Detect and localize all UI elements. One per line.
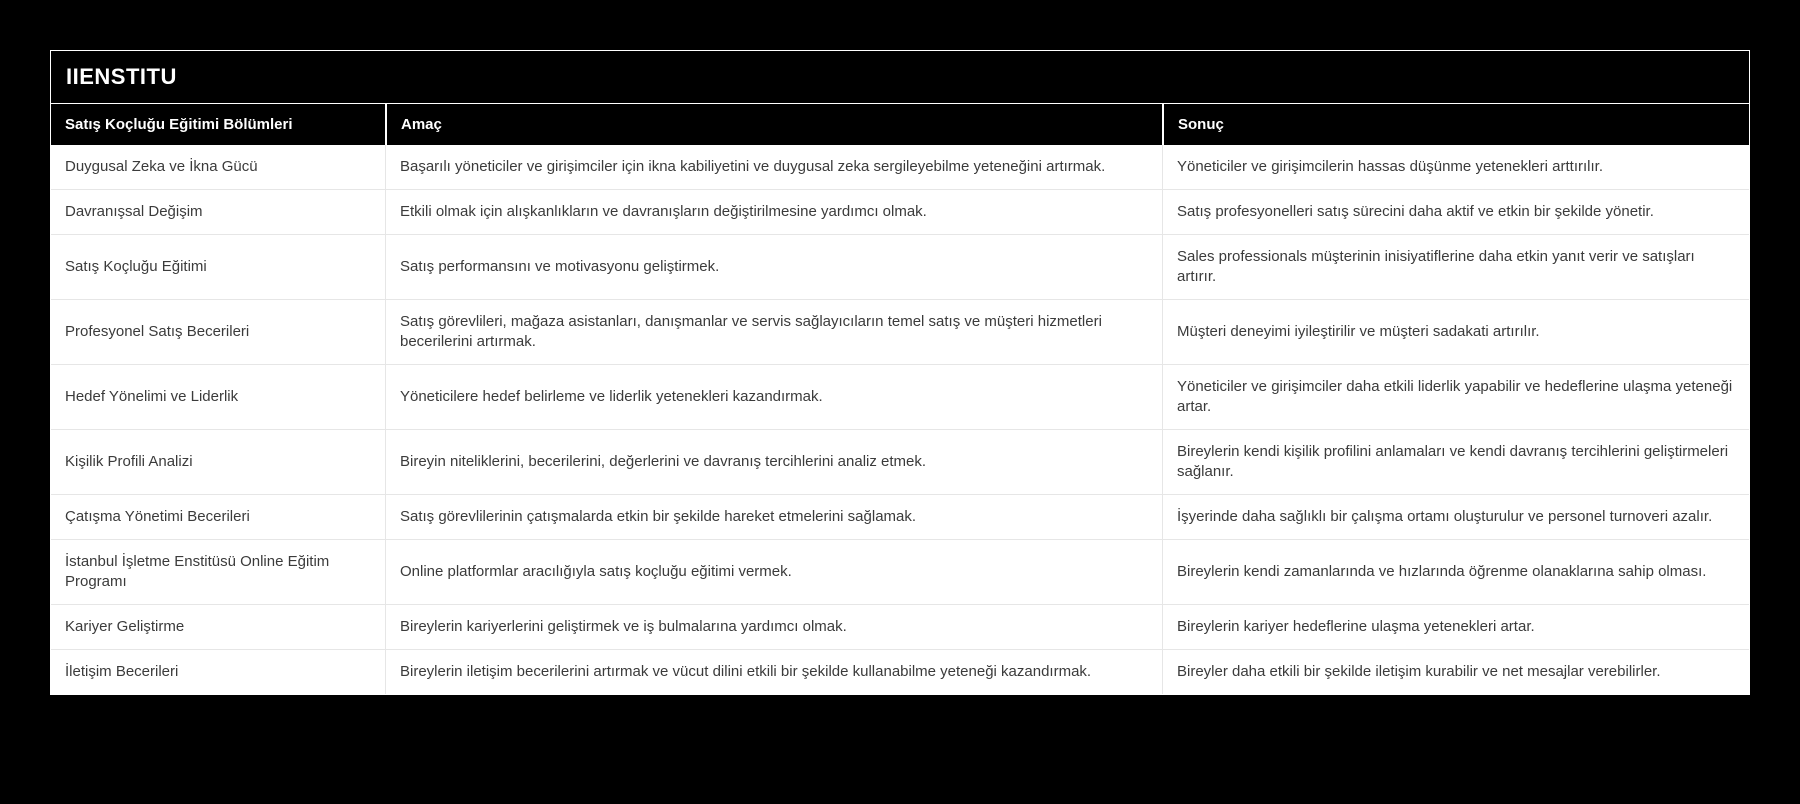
section-cell — [51, 495, 385, 539]
table-row — [51, 145, 1749, 189]
sonuc-cell — [1162, 235, 1749, 299]
amac-cell — [385, 190, 1162, 234]
amac-cell — [385, 235, 1162, 299]
section-text: Hedef Yönelimi ve Liderlik — [65, 388, 239, 405]
section-text: Çatışma Yönetimi Becerileri — [65, 508, 250, 525]
section-cell — [51, 235, 385, 299]
amac-text: Satış performansını ve motivasyonu geliştirmek. — [399, 258, 720, 275]
column-header-sonuc: Sonuç — [1162, 104, 1749, 145]
amac-text: Bireylerin iletişim becerilerini artırmak ve vücut dilini etkili bir şekilde kullanabilme yeteneği kazandırmak. — [399, 663, 1092, 680]
sonuc-text: İşyerinde daha sağlıklı bir çalışma ortamı oluşturulur ve personel turnoveri azalır. — [1176, 508, 1713, 525]
section-cell — [51, 365, 385, 429]
sonuc-cell — [1162, 145, 1749, 189]
amac-text: Bireylerin kariyerlerini geliştirmek ve iş bulmalarına yardımcı olmak. — [399, 618, 847, 635]
table-header-row — [51, 104, 1749, 145]
section-cell — [51, 540, 385, 604]
table-row — [51, 604, 1749, 649]
sonuc-text: Yöneticiler ve girişimciler daha etkili liderlik yapabilir ve hedeflerine ulaşma yeteneği artar. — [1176, 378, 1733, 415]
amac-cell — [385, 650, 1162, 694]
amac-cell — [385, 365, 1162, 429]
column-header-sections: Satış Koçluğu Eğitimi Bölümleri — [65, 116, 293, 133]
table-row — [51, 649, 1749, 694]
section-text: Davranışsal Değişim — [65, 203, 203, 220]
section-text: Satış Koçluğu Eğitimi — [65, 258, 207, 275]
sonuc-cell — [1162, 365, 1749, 429]
sonuc-text: Bireylerin kendi zamanlarında ve hızlarında öğrenme olanaklarına sahip olması. — [1176, 563, 1707, 580]
section-cell — [51, 190, 385, 234]
amac-cell — [385, 495, 1162, 539]
sonuc-text: Bireyler daha etkili bir şekilde iletişim kurabilir ve net mesajlar verebilirler. — [1176, 663, 1661, 680]
section-cell — [51, 300, 385, 364]
table-row — [51, 234, 1749, 299]
sonuc-text: Yöneticiler ve girişimcilerin hassas düşünme yetenekleri arttırılır. — [1176, 158, 1603, 175]
sonuc-cell — [1162, 430, 1749, 494]
sonuc-cell — [1162, 300, 1749, 364]
section-cell — [51, 430, 385, 494]
column-header-amac: Amaç — [385, 104, 1162, 145]
table-row — [51, 364, 1749, 429]
table-row — [51, 299, 1749, 364]
sonuc-text: Müşteri deneyimi iyileştirilir ve müşteri sadakati artırılır. — [1176, 323, 1540, 340]
sonuc-cell — [1162, 650, 1749, 694]
sonuc-cell — [1162, 495, 1749, 539]
sonuc-cell — [1162, 190, 1749, 234]
section-text: Kişilik Profili Analizi — [65, 453, 193, 470]
amac-cell — [385, 300, 1162, 364]
sonuc-text: Bireylerin kendi kişilik profilini anlamaları ve kendi davranış tercihlerini geliştirmeleri sağlanır. — [1176, 443, 1729, 480]
section-text: İletişim Becerileri — [65, 663, 179, 680]
table-row — [51, 189, 1749, 234]
amac-text: Satış görevlilerinin çatışmalarda etkin bir şekilde hareket etmelerini sağlamak. — [399, 508, 917, 525]
sonuc-text: Sales professionals müşterinin inisiyatiflerine daha etkin yanıt verir ve satışları artırır. — [1176, 248, 1695, 285]
amac-cell — [385, 145, 1162, 189]
section-cell — [51, 650, 385, 694]
amac-cell — [385, 605, 1162, 649]
table-body — [51, 145, 1749, 694]
sonuc-text: Bireylerin kariyer hedeflerine ulaşma yetenekleri artar. — [1176, 618, 1535, 635]
amac-text: Başarılı yöneticiler ve girişimciler için ikna kabiliyetini ve duygusal zeka sergileyebilme yeteneğini artırmak. — [399, 158, 1106, 175]
amac-text: Satış görevlileri, mağaza asistanları, danışmanlar ve servis sağlayıcıların temel satış ve müşteri hizmetleri becerilerini artırmak. — [399, 313, 1102, 350]
section-text: Duygusal Zeka ve İkna Gücü — [65, 158, 258, 175]
amac-cell — [385, 430, 1162, 494]
table-row — [51, 429, 1749, 494]
sonuc-cell — [1162, 605, 1749, 649]
section-text: İstanbul İşletme Enstitüsü Online Eğitim Programı — [65, 553, 330, 590]
table-title: IIENSTITU — [66, 64, 177, 89]
section-text: Kariyer Geliştirme — [65, 618, 185, 635]
sonuc-text: Satış profesyonelleri satış sürecini daha aktif ve etkin bir şekilde yönetir. — [1176, 203, 1654, 220]
amac-cell — [385, 540, 1162, 604]
table-row — [51, 494, 1749, 539]
section-text: Profesyonel Satış Becerileri — [65, 323, 250, 340]
sonuc-cell — [1162, 540, 1749, 604]
amac-text: Bireyin niteliklerini, becerilerini, değerlerini ve davranış tercihlerini analiz etmek. — [399, 453, 927, 470]
amac-text: Online platformlar aracılığıyla satış koçluğu eğitimi vermek. — [399, 563, 792, 580]
table-row — [51, 539, 1749, 604]
training-table — [50, 50, 1750, 695]
section-cell — [51, 605, 385, 649]
amac-text: Etkili olmak için alışkanlıkların ve davranışların değiştirilmesine yardımcı olmak. — [399, 203, 927, 220]
section-cell — [51, 145, 385, 189]
amac-text: Yöneticilere hedef belirleme ve liderlik yetenekleri kazandırmak. — [399, 388, 823, 405]
table-title-bar — [51, 51, 1749, 104]
